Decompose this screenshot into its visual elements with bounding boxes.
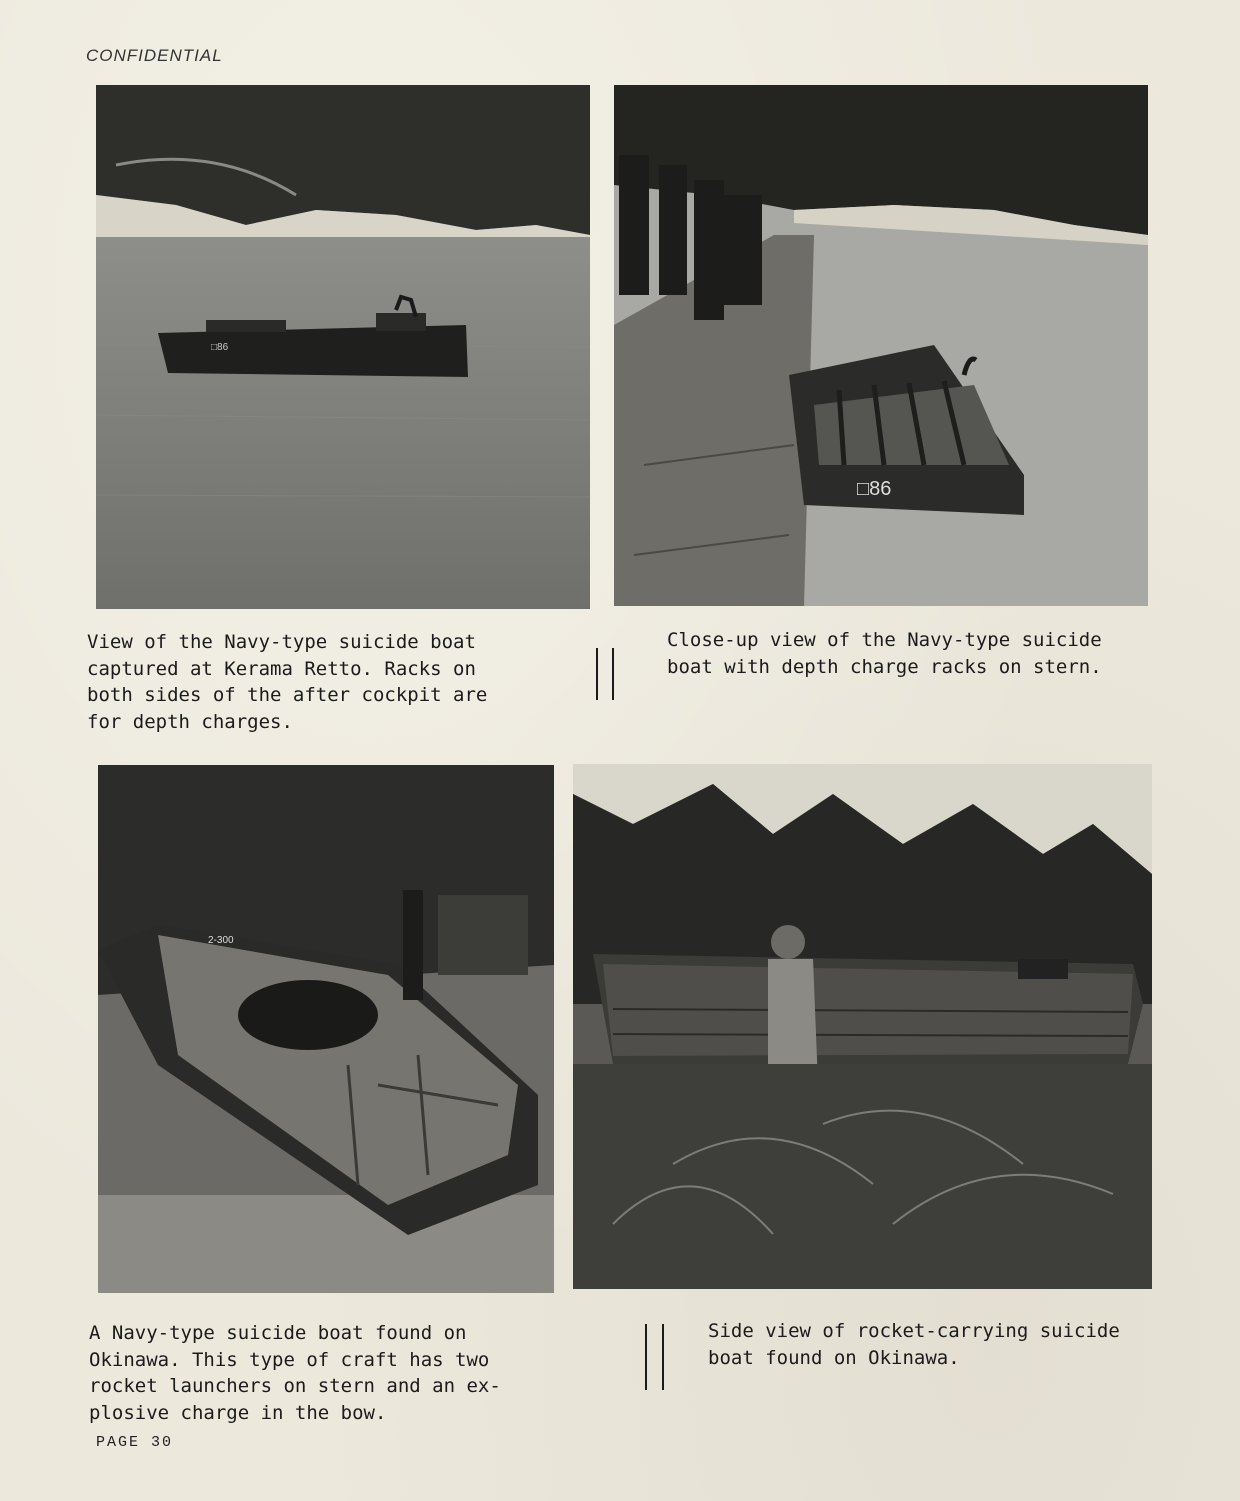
caption-divider: [662, 1324, 664, 1390]
caption-divider: [645, 1324, 647, 1390]
caption-photo-1: View of the Navy-type suicide boat captured at Kerama Retto. Racks on both sides of the after cockpit are for depth charges.: [87, 631, 488, 733]
caption-photo-4: Side view of rocket-carrying suicide boat found on Okinawa.: [708, 1320, 1120, 1369]
photo-boat-underway: [96, 85, 590, 609]
caption-divider: [596, 648, 598, 700]
hull-marking: □86: [211, 342, 229, 353]
photo-boat-on-trailer: [98, 765, 554, 1293]
caption-divider: [612, 648, 614, 700]
photo-boat-at-pier: [614, 85, 1148, 606]
page-number: PAGE 30: [96, 1434, 174, 1451]
classification-header: CONFIDENTIAL: [86, 46, 223, 65]
hull-marking: □86: [857, 478, 892, 500]
hull-marking: 2-300: [208, 935, 234, 946]
caption-photo-3: A Navy-type suicide boat found on Okinawa. This type of craft has two rocket launchers on stern and an ex- plosive charge in the bow.: [89, 1322, 501, 1424]
caption-photo-2: Close-up view of the Navy-type suicide boat with depth charge racks on stern.: [667, 629, 1102, 678]
photo-boat-in-jungle: [573, 764, 1152, 1289]
